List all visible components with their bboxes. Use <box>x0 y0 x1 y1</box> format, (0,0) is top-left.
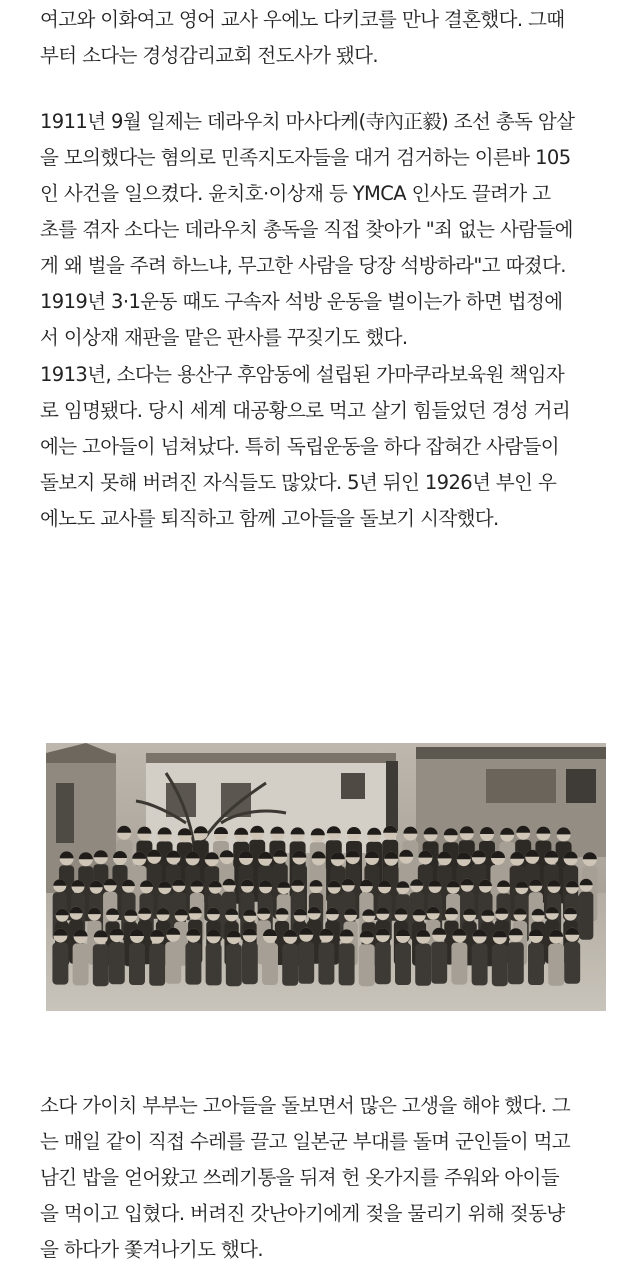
text-line: 여고와 이화여고 영어 교사 우에노 다키코를 만나 결혼했다. 그때 <box>40 8 565 31</box>
person-figure <box>109 942 125 984</box>
text-line: 에노도 교사를 퇴직하고 함께 고아들을 돌보기 시작했다. <box>40 507 499 530</box>
person-figure <box>165 942 181 984</box>
person-figure <box>395 943 411 985</box>
text-line: 소다 가이치 부부는 고아들을 돌보면서 많은 고생을 해야 했다. 그 <box>40 1094 571 1117</box>
text-line: 서 이상재 재판을 맡은 판사를 꾸짖기도 했다. <box>40 326 408 349</box>
historical-group-photo <box>46 743 606 1011</box>
person-figure <box>298 942 314 984</box>
person-figure <box>339 943 355 985</box>
person-figure <box>359 944 375 986</box>
person-figure <box>472 943 488 985</box>
person-figure <box>564 942 580 984</box>
paragraph-4 <box>40 1088 620 1268</box>
person-figure <box>226 944 242 986</box>
person-figure <box>431 942 447 984</box>
person-figure <box>185 943 201 985</box>
person-figure <box>282 944 298 986</box>
person-figure <box>579 892 593 940</box>
text-line: 1911년 9월 일제는 데라우치 마사다케(寺內正毅) 조선 총독 암살 <box>40 110 575 133</box>
text-line: 에는 고아들이 넘쳐났다. 특히 독립운동을 하다 잡혀간 사람들이 <box>40 435 559 458</box>
text-line: 1919년 3·1운동 때도 구속자 석방 운동을 벌이는가 하면 법정에 <box>40 290 563 313</box>
text-line: 돌보지 못해 버려진 자식들도 많았다. 5년 뒤인 1926년 부인 우 <box>40 471 557 494</box>
text-line: 1913년, 소다는 용산구 후암동에 설립된 가마쿠라보육원 책임자 <box>40 363 565 386</box>
text-line: 을 하다가 쫓겨나기도 했다. <box>40 1238 264 1261</box>
person-figure <box>451 943 467 985</box>
person-figure <box>262 943 278 985</box>
person-figure <box>242 942 258 984</box>
person-figure <box>129 943 145 985</box>
person-figure <box>548 944 564 986</box>
text-line: 게 왜 벌을 주려 하느냐, 무고한 사람을 당장 석방하라"고 따졌다. <box>40 254 566 277</box>
person-figure <box>149 944 165 986</box>
text-line: 인 사건을 일으켰다. 윤치호·이상재 등 YMCA 인사도 끌려가 고 <box>40 182 551 205</box>
person-figure <box>528 943 544 985</box>
person-figure <box>52 943 68 985</box>
paragraph-3 <box>40 357 620 537</box>
text-line: 로 임명됐다. 당시 세계 대공황으로 먹고 살기 힘들었던 경성 거리 <box>40 399 571 422</box>
person-figure <box>415 944 431 986</box>
paragraph-1 <box>40 2 620 74</box>
text-line: 부터 소다는 경성감리교회 전도사가 됐다. <box>40 44 379 67</box>
person-figure <box>73 943 89 985</box>
text-line: 을 모의했다는 혐의로 민족지도자들을 대거 검거하는 이른바 105 <box>40 146 571 169</box>
person-figure <box>318 943 334 985</box>
text-line: 남긴 밥을 얻어왔고 쓰레기통을 뒤져 헌 옷가지를 주워와 아이들 <box>40 1166 559 1189</box>
person-figure <box>492 944 508 986</box>
text-line: 초를 겪자 소다는 데라우치 총독을 직접 찾아가 "죄 없는 사람들에 <box>40 218 573 241</box>
paragraph-2 <box>40 104 620 356</box>
person-figure <box>206 943 222 985</box>
person-figure <box>93 944 109 986</box>
text-line: 을 먹이고 입혔다. 버려진 갓난아기에게 젖을 물리기 위해 젖동냥 <box>40 1202 565 1225</box>
person-figure <box>375 942 391 984</box>
text-line: 는 매일 같이 직접 수레를 끌고 일본군 부대를 돌며 군인들이 먹고 <box>40 1130 571 1153</box>
person-figure <box>508 942 524 984</box>
